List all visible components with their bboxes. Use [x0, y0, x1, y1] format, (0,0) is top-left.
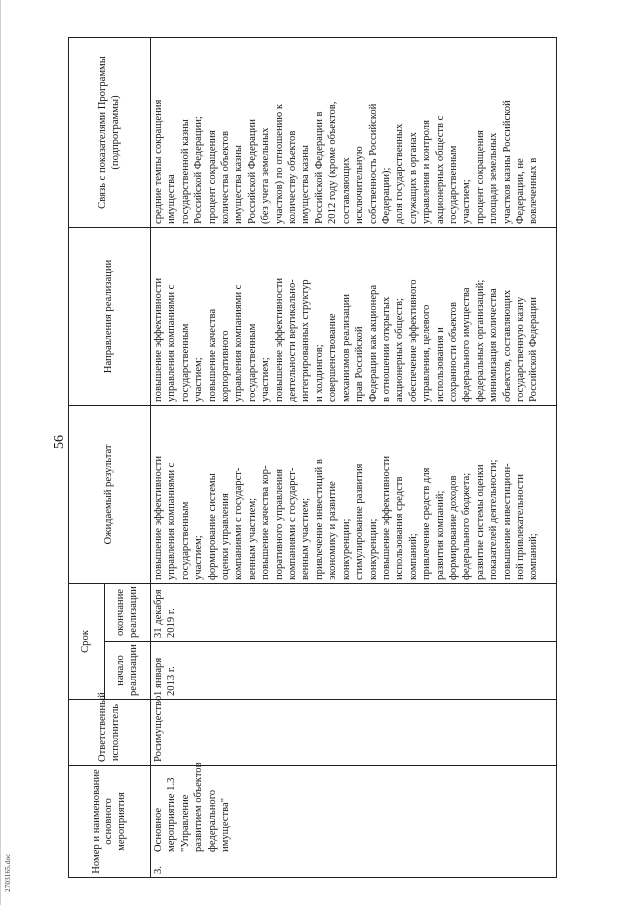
header-result: Ожидаемый результат — [69, 406, 151, 584]
result-line: компаний; — [407, 533, 419, 580]
link-line: процент сокращения — [474, 130, 486, 224]
result-line: повышение качества кор- — [260, 465, 272, 580]
direction-line: управления, целевого — [421, 304, 433, 402]
result-line: использования средств — [394, 476, 406, 580]
result-line: венным участием; — [300, 497, 312, 580]
result-line: повышение эффективности — [153, 455, 164, 580]
measures-table — [68, 37, 557, 878]
direction-line: управления компаниями с — [233, 284, 245, 402]
direction-line: федеральных организаций; — [474, 279, 486, 402]
direction-line: повышение эффективности — [153, 277, 164, 402]
direction-line: сохранности объектов — [447, 302, 459, 402]
result-line: федерального бюджета; — [461, 472, 473, 580]
result-line: оценки управления — [220, 493, 232, 580]
direction-line: повышение эффективности — [273, 277, 285, 402]
link-line: имущества — [166, 174, 178, 224]
end-line: 31 декабря — [153, 589, 164, 638]
link-line: средние темпы сокращения — [153, 99, 164, 224]
link-line: участков казны Российской — [501, 100, 513, 224]
result-line: государственным — [179, 501, 191, 580]
start-line: 2013 г. — [166, 666, 178, 696]
result-line: развитие системы оценки — [474, 464, 486, 580]
measure-name-line: мероприятие 1.3 — [166, 777, 178, 852]
end-line: 2019 г. — [166, 608, 178, 638]
direction-line: совершенствование — [327, 313, 339, 402]
end-cell — [151, 584, 557, 642]
directions-cell — [151, 228, 557, 406]
page-number: 56 — [52, 435, 67, 449]
link-line: количества объектов — [220, 131, 232, 224]
header-end: окончание реализации — [105, 584, 151, 642]
direction-line: Федерации как акционера — [367, 284, 379, 402]
result-line: повышение эффективности — [380, 455, 392, 580]
link-line: управления и контроля — [421, 120, 433, 224]
result-line: ной привлекательности — [514, 474, 526, 580]
link-line: служащих в органах — [407, 132, 419, 224]
result-line: участием; — [193, 535, 205, 580]
result-cell — [151, 406, 557, 584]
link-line: Российской Федерации в — [313, 111, 325, 224]
direction-line: объектов, составляющих — [501, 289, 513, 402]
measure-name-line: имущества" — [220, 797, 232, 852]
link-line: доля государственных — [394, 123, 406, 224]
link-line: вовлеченных в — [528, 157, 540, 224]
header-term: Срок — [69, 584, 105, 700]
direction-line: государственную казну — [514, 296, 526, 402]
direction-line: участием; — [193, 357, 205, 402]
result-line: формирование доходов — [447, 475, 459, 580]
link-line: Российской Федерации — [246, 119, 258, 224]
result-line: формирование системы — [206, 473, 218, 580]
result-line: компаниями с государст- — [233, 467, 245, 580]
link-line: Российской Федерации; — [193, 116, 205, 224]
direction-line: государственным — [179, 323, 191, 402]
direction-line: интегрированных структур — [300, 279, 312, 402]
link-line: 2012 году (кроме объектов, — [327, 101, 339, 224]
link-line: участием; — [461, 179, 473, 224]
direction-line: повышение качества — [206, 308, 218, 402]
result-line: показателей деятельности; — [488, 459, 500, 580]
result-line: привлечение средств для — [421, 467, 433, 580]
result-line: повышение инвестицион- — [501, 463, 513, 580]
link-line: исключительную — [354, 146, 366, 224]
link-line: площади земельных — [488, 132, 500, 224]
result-line: венным участием; — [246, 497, 258, 580]
direction-line: и холдингов; — [313, 344, 325, 402]
link-line: составляющих — [340, 157, 352, 224]
result-line: конкуренции; — [340, 518, 352, 580]
direction-line: управления компаниями с — [166, 284, 178, 402]
direction-line: участием; — [260, 357, 272, 402]
result-line: конкуренции; — [367, 518, 379, 580]
direction-line: использования и — [434, 327, 446, 402]
link-line: государственным — [447, 145, 459, 224]
start-cell — [151, 642, 557, 700]
result-line: развития компаний; — [434, 490, 446, 580]
measure-name-line: развитием объектов — [193, 762, 205, 852]
link-line: имущества казны — [233, 145, 245, 224]
header-directions: Направления реализации — [69, 228, 151, 406]
measure-name-line: федерального — [206, 789, 218, 852]
link-line: собственность Российской — [367, 103, 379, 224]
document-code: 2703165.doc — [4, 853, 12, 892]
rotated-table-wrapper — [68, 38, 588, 878]
link-line: количеству объектов — [287, 130, 299, 224]
header-start: начало реализации — [105, 642, 151, 700]
scan-edge — [0, 0, 1, 905]
header-number-name: Номер и наименование основного мероприятия — [69, 766, 151, 878]
link-line: (без учета земельных — [260, 127, 272, 224]
result-line: поративного управления — [273, 468, 285, 580]
direction-line: в отношении открытых — [380, 296, 392, 402]
result-line: управления компаниями с — [166, 462, 178, 580]
result-line: компаний; — [528, 533, 540, 580]
header-responsible: Ответственный исполнитель — [69, 700, 151, 766]
start-line: 1 января — [153, 657, 164, 696]
result-line: привлечение инвестиций в — [313, 459, 325, 580]
direction-line: федерального имущества — [461, 287, 473, 402]
result-line: экономику и развитие — [327, 481, 339, 580]
direction-line: Российской Федерации — [528, 297, 540, 402]
link-line: акционерных обществ с — [434, 115, 446, 224]
measure-name-cell — [151, 762, 557, 878]
direction-line: обеспечение эффективного — [407, 279, 419, 402]
link-line: Федерации, не — [514, 158, 526, 224]
direction-line: деятельности вертикально- — [287, 279, 299, 402]
direction-line: механизмов реализации — [340, 294, 352, 402]
result-line: стимулирование развития — [354, 463, 366, 580]
measure-name-line: "Управление — [179, 794, 191, 852]
link-line: имущества казны — [300, 145, 312, 224]
link-line: государственной казны — [179, 119, 191, 224]
link-line: процент сокращения — [206, 130, 218, 224]
direction-line: корпоративного — [220, 330, 232, 402]
header-link: Связь с показателями Программы (подпрограммы) — [69, 38, 151, 228]
direction-line: минимизация количества — [488, 288, 500, 402]
direction-line: государственным — [246, 323, 258, 402]
direction-line: акционерных обществ; — [394, 298, 406, 402]
link-line: Федерации); — [380, 167, 392, 224]
measure-name-line: Основное — [153, 807, 164, 852]
link-line: участков) по отношению к — [273, 103, 285, 224]
link-cell — [151, 38, 557, 228]
row-number: 3. — [153, 866, 164, 874]
responsible-cell: Росимущество — [151, 700, 557, 766]
result-line: компаниями с государст- — [287, 467, 299, 580]
direction-line: прав Российской — [354, 326, 366, 402]
